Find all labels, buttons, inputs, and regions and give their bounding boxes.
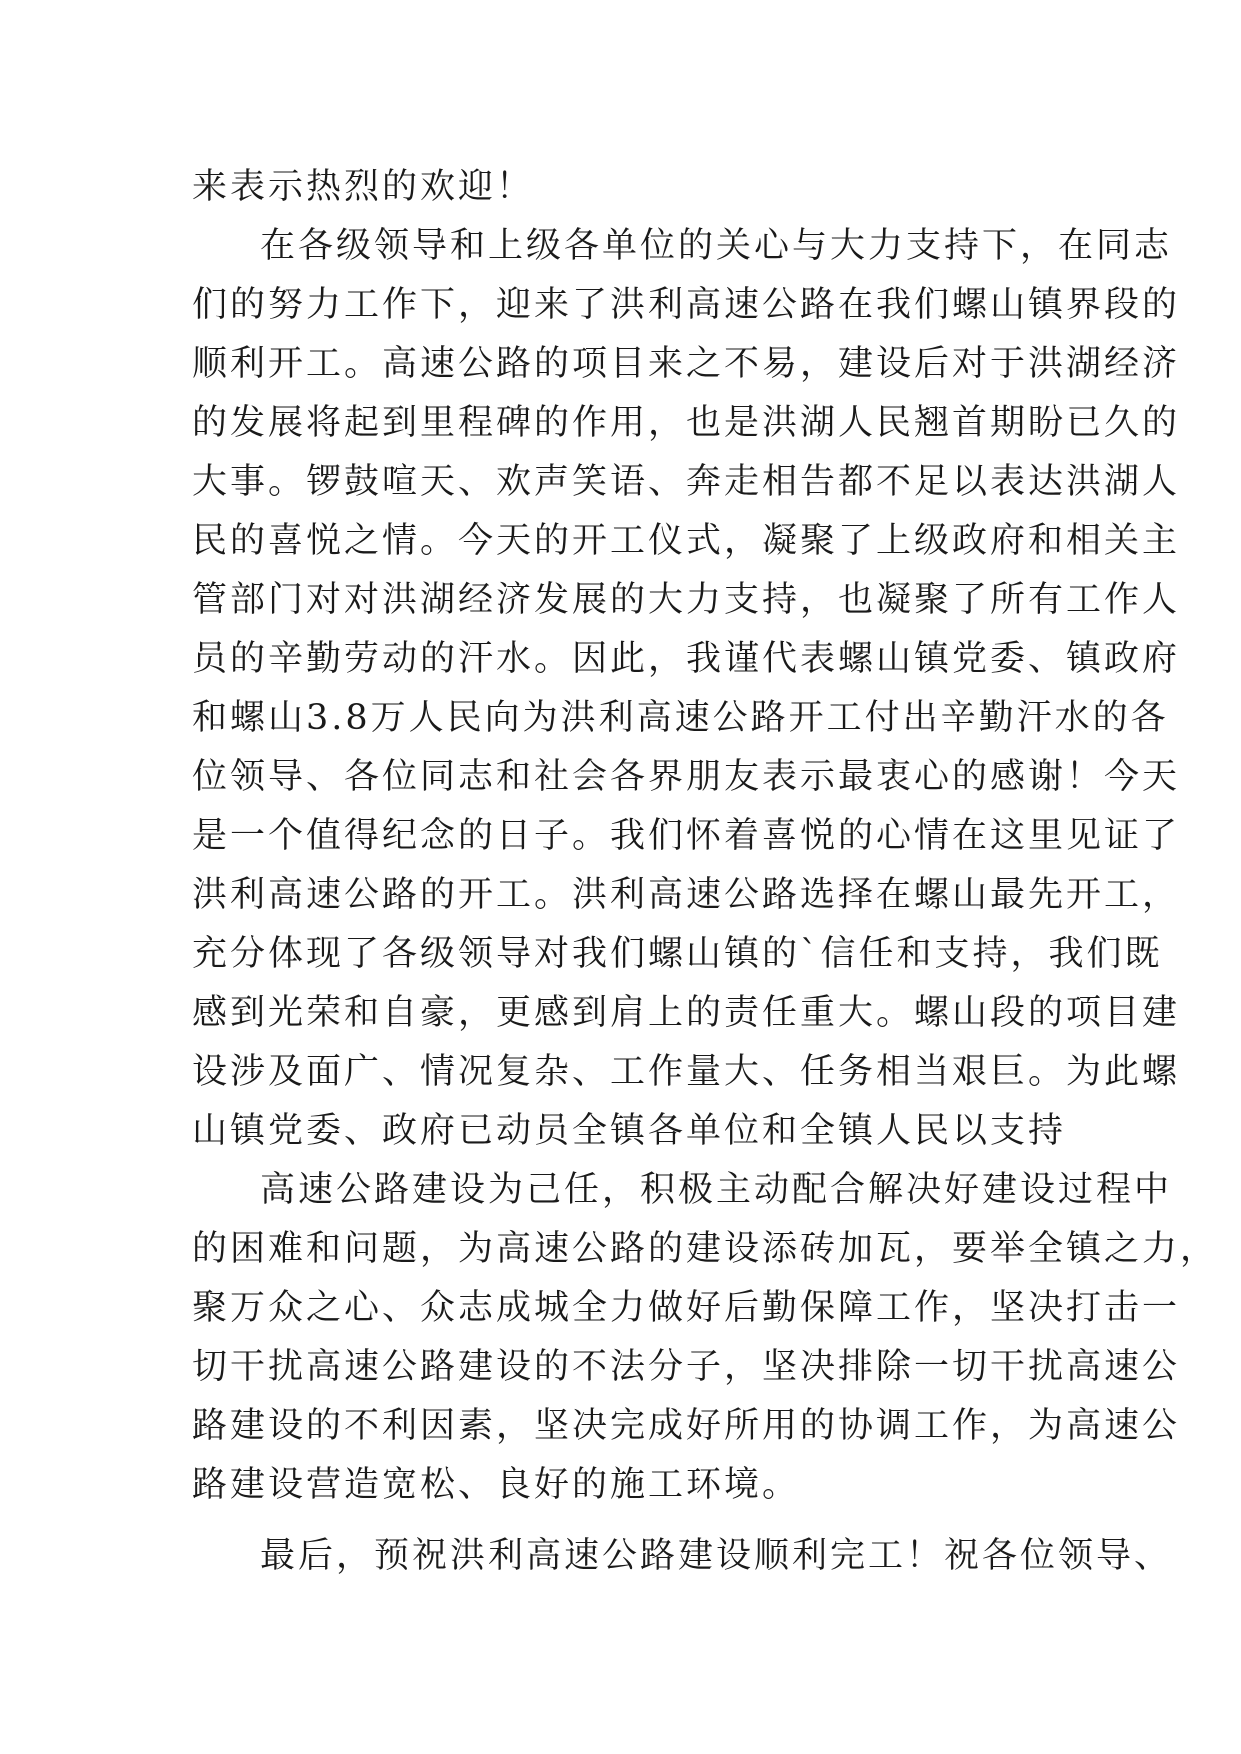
paragraph-line: 设涉及面广、情况复杂、工作量大、任务相当艰巨。为此螺 bbox=[192, 1052, 1181, 1092]
paragraph-line: 顺利开工。高速公路的项目来之不易，建设后对于洪湖经济 bbox=[192, 344, 1181, 384]
paragraph-line: 大事。锣鼓喧天、欢声笑语、奔走相告都不足以表达洪湖人 bbox=[192, 462, 1181, 502]
paragraph-line: 山镇党委、政府已动员全镇各单位和全镇人民以支持 bbox=[192, 1111, 1067, 1151]
paragraph-line: 路建设的不利因素，坚决完成好所用的协调工作，为高速公 bbox=[192, 1406, 1181, 1446]
paragraph-line: 洪利高速公路的开工。洪利高速公路选择在螺山最先开工， bbox=[192, 875, 1181, 915]
paragraph-line: 们的努力工作下，迎来了洪利高速公路在我们螺山镇界段的 bbox=[192, 285, 1181, 325]
paragraph-line: 聚万众之心、众志成城全力做好后勤保障工作，坚决打击一 bbox=[192, 1288, 1181, 1328]
paragraph-line: 管部门对对洪湖经济发展的大力支持，也凝聚了所有工作人 bbox=[192, 580, 1181, 620]
paragraph-line: 充分体现了各级领导对我们螺山镇的`信任和支持，我们既 bbox=[192, 934, 1163, 974]
paragraph-line: 在各级领导和上级各单位的关心与大力支持下，在同志 bbox=[260, 226, 1173, 266]
paragraph-line: 来表示热烈的欢迎！ bbox=[192, 167, 535, 207]
paragraph-line: 和螺山3.8万人民向为洪利高速公路开工付出辛勤汗水的各 bbox=[192, 698, 1169, 738]
paragraph-line: 的发展将起到里程碑的作用，也是洪湖人民翘首期盼已久的 bbox=[192, 403, 1181, 443]
paragraph-line: 最后，预祝洪利高速公路建设顺利完工！祝各位领导、 bbox=[260, 1536, 1173, 1576]
paragraph-line: 民的喜悦之情。今天的开工仪式，凝聚了上级政府和相关主 bbox=[192, 521, 1181, 561]
paragraph-line: 切干扰高速公路建设的不法分子，坚决排除一切干扰高速公 bbox=[192, 1347, 1181, 1387]
paragraph-line: 高速公路建设为己任，积极主动配合解决好建设过程中 bbox=[260, 1170, 1173, 1210]
paragraph-line: 位领导、各位同志和社会各界朋友表示最衷心的感谢！今天 bbox=[192, 757, 1181, 797]
paragraph-line: 是一个值得纪念的日子。我们怀着喜悦的心情在这里见证了 bbox=[192, 816, 1181, 856]
paragraph-line: 感到光荣和自豪，更感到肩上的责任重大。螺山段的项目建 bbox=[192, 993, 1181, 1033]
paragraph-line: 的困难和问题，为高速公路的建设添砖加瓦，要举全镇之力， bbox=[192, 1229, 1219, 1269]
paragraph-line: 路建设营造宽松、良好的施工环境。 bbox=[192, 1465, 801, 1505]
paragraph-line: 员的辛勤劳动的汗水。因此，我谨代表螺山镇党委、镇政府 bbox=[192, 639, 1181, 679]
document-body bbox=[192, 158, 1219, 1586]
